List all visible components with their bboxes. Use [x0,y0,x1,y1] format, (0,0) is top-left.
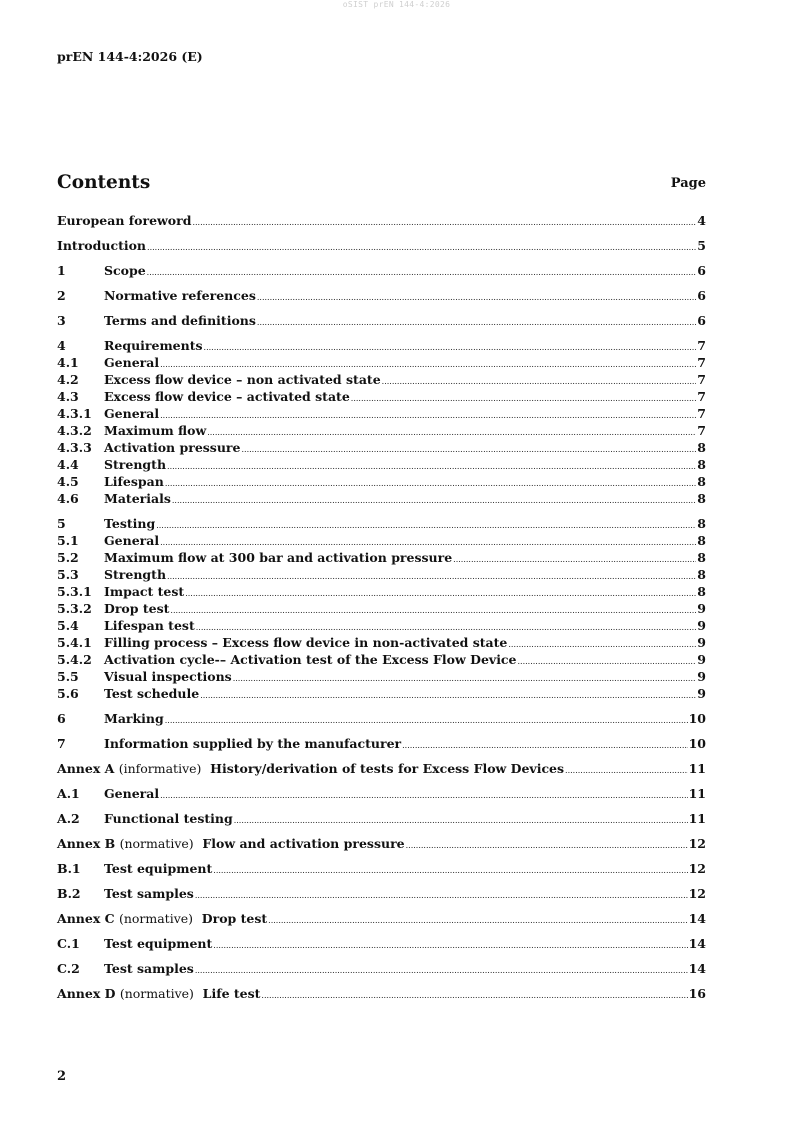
toc-entry[interactable] [57,566,706,583]
toc-entry-title: Impact test [104,584,185,599]
toc-entry-number: 5.5 [57,669,79,684]
toc-entry[interactable] [57,388,706,405]
toc-entry[interactable] [57,337,706,354]
toc-entry-title: Filling process – Excess flow device in non-activated state [104,635,508,650]
toc-entry-number: 5.1 [57,533,79,548]
toc-entry-title [57,985,260,1002]
toc-entry-page: 7 [697,338,706,353]
toc-entry-title: Activation pressure [104,440,241,455]
toc-entry-title: Functional testing [104,811,233,826]
contents-title: Contents [57,172,151,193]
toc-entry-number: 4.3 [57,389,79,404]
toc-entry-number: 3 [57,313,66,328]
toc-entry-page: 9 [697,669,706,684]
toc-entry[interactable] [57,835,706,852]
toc-entry-page: 7 [697,355,706,370]
dot-leader [213,860,687,879]
dot-leader [200,685,696,704]
document-id: prEN 144-4:2026 (E) [57,49,203,64]
annex-title: History/derivation of tests for Excess Flow Devices [210,761,565,776]
toc-entry-number: 5.4.1 [57,635,92,650]
toc-entry-page: 16 [688,986,706,1001]
toc-entry[interactable] [57,422,706,439]
watermark: oSIST prEN 144-4:2026 [342,0,451,9]
toc-entry-number: 5.6 [57,686,79,701]
toc-entry-number: 1 [57,263,66,278]
toc-entry-title: Normative references [104,288,256,303]
toc-entry-title: Excess flow device – activated state [104,389,350,404]
toc-entry-number: 4.5 [57,474,79,489]
dot-leader [195,960,688,979]
toc-entry-title: Test equipment [104,936,213,951]
dot-leader [160,785,687,804]
dot-leader [406,835,688,854]
toc-entry-title: Maximum flow [104,423,207,438]
toc-entry-title: Activation cycle-– Activation test of the Excess Flow Device [104,652,517,667]
toc-entry-page: 9 [697,652,706,667]
toc-entry-title: Testing [104,516,156,531]
toc-entry[interactable] [57,785,706,802]
toc-entry[interactable] [57,735,706,752]
toc-entry-number: 5.4.2 [57,652,92,667]
dot-leader [147,237,696,256]
dot-leader [402,735,687,754]
toc-entry[interactable] [57,651,706,668]
dot-leader [172,490,696,509]
annex-label: Annex A [57,761,115,776]
toc-entry-number: 4.2 [57,372,79,387]
toc-entry[interactable] [57,490,706,507]
toc-entry-title: Maximum flow at 300 bar and activation pressure [104,550,453,565]
toc-entry-title [57,760,564,777]
toc-entry[interactable] [57,860,706,877]
toc-entry-title: Test schedule [104,686,200,701]
toc-entry[interactable] [57,515,706,532]
toc-entry-number: 5.2 [57,550,79,565]
dot-leader [261,985,687,1004]
toc-entry-title: Introduction [57,238,147,253]
toc-entry-number: 7 [57,736,66,751]
dot-leader [165,710,688,729]
toc-entry[interactable] [57,885,706,902]
toc-entry[interactable] [57,354,706,371]
toc-entry-title: Terms and definitions [104,313,256,328]
toc-entry-number: 5.4 [57,618,79,633]
toc-entry-number: 5.3 [57,567,79,582]
toc-entry-page: 9 [697,686,706,701]
toc-entry-page: 14 [688,961,706,976]
dot-leader [234,810,688,829]
toc-entry-number: 4.1 [57,355,79,370]
toc-entry[interactable] [57,312,706,329]
toc-entry-number: 4.4 [57,457,79,472]
toc-entry-title: Materials [104,491,171,506]
annex-type-note: (normative) [119,986,194,1001]
toc-entry-page: 14 [688,911,706,926]
toc-entry-page: 7 [697,372,706,387]
toc-entry-page: 9 [697,601,706,616]
annex-label: Annex B [57,836,116,851]
toc-entry-title [57,910,267,927]
page-column-label: Page [670,176,706,191]
toc-entry[interactable] [57,810,706,827]
toc-entry[interactable] [57,549,706,566]
toc-entry[interactable] [57,910,706,927]
dot-leader [192,212,696,231]
dot-leader [195,885,688,904]
toc-entry-title: Strength [104,567,167,582]
toc-entry[interactable] [57,371,706,388]
annex-title: Life test [202,986,261,1001]
toc-entry-title: Marking [104,711,164,726]
toc-entry[interactable] [57,600,706,617]
toc-entry[interactable] [57,685,706,702]
page-number: 2 [57,1069,67,1084]
toc-entry-page: 8 [697,584,706,599]
toc-entry-number: 5 [57,516,66,531]
toc-entry-title: General [104,406,160,421]
toc-entry-title: Drop test [104,601,170,616]
toc-entry-number: 5.3.2 [57,601,92,616]
toc-entry-title: Strength [104,457,167,472]
toc-entry-page: 7 [697,406,706,421]
toc-entry-page: 4 [697,213,706,228]
toc-entry-title [57,835,405,852]
toc-entry-number: 4 [57,338,66,353]
annex-title: Drop test [201,911,268,926]
toc-entry-title: Lifespan [104,474,164,489]
toc-entry-page: 5 [697,238,706,253]
toc-entry-page: 12 [688,861,706,876]
toc-entry-page: 8 [697,516,706,531]
toc-entry[interactable] [57,617,706,634]
toc-entry[interactable] [57,262,706,279]
toc-entry-page: 10 [688,736,706,751]
toc-entry-page: 8 [697,550,706,565]
toc-entry-page: 8 [697,567,706,582]
toc-entry-page: 11 [688,811,706,826]
annex-title: Flow and activation pressure [202,836,405,851]
toc-entry[interactable] [57,760,706,777]
toc-entry-number: 4.3.3 [57,440,92,455]
toc-entry[interactable] [57,237,706,254]
toc-entry[interactable] [57,456,706,473]
toc-entry-title: General [104,533,160,548]
toc-entry[interactable] [57,668,706,685]
toc-entry-number: C.1 [57,936,80,951]
dot-leader [147,262,697,281]
toc-entry-title: European foreword [57,213,192,228]
toc-entry-title: Lifespan test [104,618,195,633]
table-of-contents [57,212,706,1002]
toc-entry-page: 9 [697,635,706,650]
dot-leader [268,910,687,929]
toc-entry-page: 8 [697,491,706,506]
toc-entry-number: A.1 [57,786,80,801]
toc-entry-title: Excess flow device – non activated state [104,372,381,387]
dot-leader [565,760,688,779]
toc-entry-title: Test samples [104,961,194,976]
toc-entry[interactable] [57,960,706,977]
toc-entry[interactable] [57,985,706,1002]
toc-entry-page: 14 [688,936,706,951]
annex-type-note: (normative) [119,836,194,851]
toc-entry[interactable] [57,473,706,490]
toc-entry-title: Requirements [104,338,203,353]
toc-entry[interactable] [57,439,706,456]
toc-entry-page: 9 [697,618,706,633]
toc-entry-number: 4.3.1 [57,406,92,421]
toc-entry[interactable] [57,710,706,727]
dot-leader [257,287,696,306]
toc-entry-number: 6 [57,711,66,726]
toc-entry-page: 11 [688,786,706,801]
annex-type-note: (normative) [118,911,194,926]
toc-entry[interactable] [57,935,706,952]
toc-entry-title: General [104,355,160,370]
toc-entry-page: 6 [697,263,706,278]
toc-entry-page: 6 [697,313,706,328]
dot-leader [213,935,687,954]
toc-entry-number: C.2 [57,961,80,976]
toc-entry-page: 8 [697,440,706,455]
toc-entry-title: Test equipment [104,861,213,876]
toc-entry-page: 8 [697,474,706,489]
toc-entry-title: Test samples [104,886,194,901]
toc-entry-number: B.2 [57,886,81,901]
toc-entry-page: 12 [688,886,706,901]
toc-entry-number: B.1 [57,861,81,876]
toc-entry-page: 7 [697,423,706,438]
toc-entry-page: 11 [688,761,706,776]
toc-entry[interactable] [57,405,706,422]
toc-entry-number: 5.3.1 [57,584,92,599]
toc-entry-page: 6 [697,288,706,303]
annex-label: Annex C [57,911,115,926]
dot-leader [257,312,696,331]
annex-label: Annex D [57,986,116,1001]
toc-entry-title: Scope [104,263,146,278]
toc-entry-number: 4.6 [57,491,79,506]
toc-entry[interactable] [57,212,706,229]
toc-entry[interactable] [57,634,706,651]
toc-entry[interactable] [57,583,706,600]
toc-entry[interactable] [57,287,706,304]
annex-type-note: (informative) [118,761,202,776]
toc-entry-page: 10 [688,711,706,726]
toc-entry-title: General [104,786,160,801]
toc-entry[interactable] [57,532,706,549]
toc-entry-title: Information supplied by the manufacturer [104,736,402,751]
toc-entry-page: 7 [697,389,706,404]
toc-entry-number: 2 [57,288,66,303]
toc-entry-page: 8 [697,533,706,548]
toc-entry-number: 4.3.2 [57,423,92,438]
toc-entry-number: A.2 [57,811,80,826]
toc-entry-title: Visual inspections [104,669,232,684]
toc-entry-page: 8 [697,457,706,472]
toc-entry-page: 12 [688,836,706,851]
